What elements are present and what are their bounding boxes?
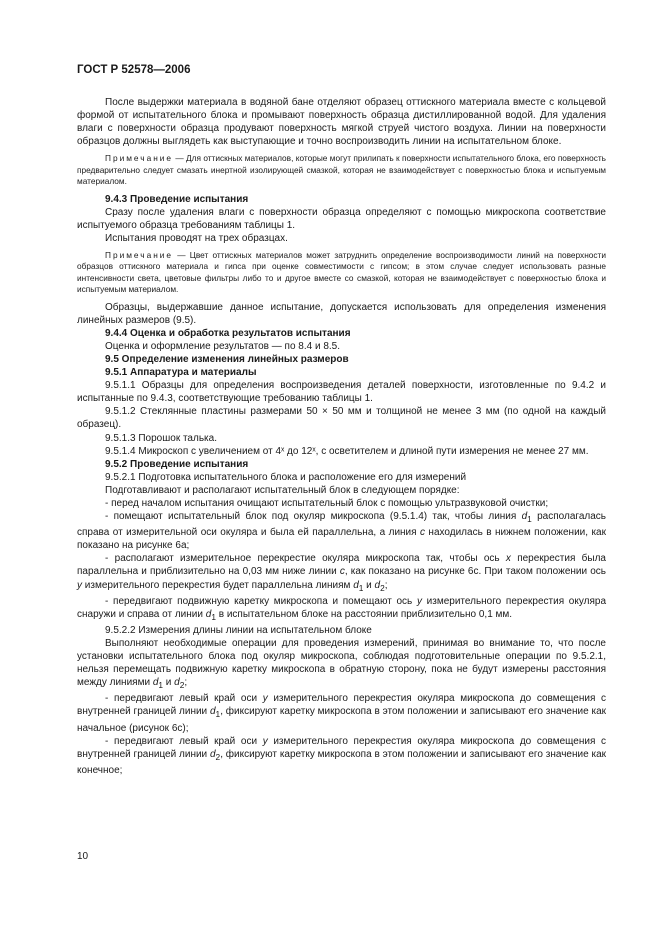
paragraph: Образцы, выдержавшие данное испытание, допускается использовать для определения изменения линейных размеров (9.5). bbox=[77, 301, 606, 326]
section-heading-9-5: 9.5 Определение изменения линейных размеров bbox=[105, 353, 349, 365]
list-item: - передвигают левый край оси y измерительного перекрестия окуляра микроскопа до совмещения с внутренней границей линии $d_1$, фиксируют каретку микроскопа в этом положении и записывают его значение как начальное (рисунок 6с); bbox=[77, 693, 607, 734]
paragraph: Выполняют необходимые операции для проведения измерений, принимая во внимание то, что после установки испытательного блока под окуляр микроскопа, соблюдая подготовительные операции по 9.5.2.1, нельзя перемещать подвижную каретку микроскопа в обратную сторону, пока не будут измерены расстояния между линиями $d_1$ и $d_2$; bbox=[77, 637, 606, 691]
list-item: - располагают измерительное перекрестие окуляра микроскопа так, чтобы ось x перекрестия была параллельна и приблизительно на 0,03 мм ниже линии c, как показано на рисунке 6с. При таком положении ось y измерительного перекрестия будет параллельна линиям $d_1$ и $d_2$; bbox=[77, 553, 606, 593]
paragraph: 9.5.2.1 Подготовка испытательного блока и расположение его для измерений bbox=[105, 471, 467, 483]
paragraph: 9.5.1.4 Микроскоп с увеличением от 4ˣ до 12ˣ, с осветителем и длиной пути измерения не менее 27 мм. bbox=[105, 445, 589, 457]
list-item: - передвигают подвижную каретку микроскопа и помещают ось y измерительного перекрестия окуляра снаружи и справа от линии $d_1$ в испытательном блоке на расстоянии приблизительно 0,1 мм. bbox=[77, 595, 606, 622]
paragraph: После выдержки материала в водяной бане отделяют образец оттискного материала вместе с кольцевой формой от испытательного блока и промывают поверхность образца дистиллированной водой. Для удаления влаги с поверхности образца продувают поверхность мягкой струей чистого воздуха. Линии на поверхности образцов должны выглядеть как выступающие и точно воспроизводить линии на испытательном блоке. bbox=[77, 97, 606, 148]
paragraph: Сразу после удаления влаги с поверхности образца определяют с помощью микроскопа соответствие испытуемого образца требованиям таблицы 1. bbox=[77, 206, 606, 231]
list-item: - перед началом испытания очищают испытательный блок с помощью ультразвуковой очистки; bbox=[105, 498, 549, 509]
note-2: Примечание — Цвет оттискных материалов может затруднить определение воспроизводимости линий на поверхности образцов оттискного материала и гипса при оценке совместимости с гипсом; в этом случае следует использовать разные интенсивности света, цветовые фильтры либо то и другое вместе со смазкой, которая не взаимодействует с поверхностью блока и испытуемым материалом. bbox=[77, 249, 606, 295]
paragraph: 9.5.2.2 Измерения длины линии на испытательном блоке bbox=[105, 624, 372, 636]
paragraph: 9.5.1.2 Стеклянные пластины размерами 50 × 50 мм и толщиной не менее 3 мм (по одной на каждый образец). bbox=[77, 406, 606, 431]
paragraph: 9.5.1.3 Порошок талька. bbox=[105, 432, 217, 444]
note-1: Примечание — Для оттискных материалов, которые могут прилипать к поверхности испытательного блока, его поверхность предварительно следует смазать инертной изолирующей смазкой, которая не взаимодействует с поверхностью блока и испытуемым материалом. bbox=[77, 153, 606, 187]
section-heading-9-4-4: 9.4.4 Оценка и обработка результатов испытания bbox=[105, 327, 351, 339]
paragraph: Оценка и оформление результатов — по 8.4 и 8.5. bbox=[105, 340, 341, 352]
page-number: 10 bbox=[77, 851, 89, 862]
paragraph: 9.5.1.1 Образцы для определения воспроизведения деталей поверхности, изготовленные по 9.4.2 и испытанные по 9.4.3, соответствующие требованию таблицы 1. bbox=[77, 380, 606, 405]
section-heading-9-5-1: 9.5.1 Аппаратура и материалы bbox=[105, 367, 257, 379]
list-item: - передвигают левый край оси y измерительного перекрестия окуляра микроскопа до совмещения с внутренней границей линии $d_2$, фиксируют каретку микроскопа в этом положении и записывают его значение как конечное; bbox=[77, 735, 607, 776]
paragraph: Испытания проводят на трех образцах. bbox=[105, 232, 288, 244]
paragraph: Подготавливают и располагают испытательный блок в следующем порядке: bbox=[105, 484, 460, 496]
page-content bbox=[77, 96, 606, 777]
list-item: - помещают испытательный блок под окуляр микроскопа (9.5.1.4) так, чтобы линия $d_1$ располагалась справа от измерительной оси окуляра и была ей параллельна, а линия c находилась в нижнем положении, как показано на рисунке 6а; bbox=[77, 511, 606, 552]
section-heading-9-5-2: 9.5.2 Проведение испытания bbox=[105, 458, 249, 470]
section-heading-9-4-3: 9.4.3 Проведение испытания bbox=[105, 193, 249, 205]
document-header: ГОСТ Р 52578—2006 bbox=[77, 64, 191, 76]
